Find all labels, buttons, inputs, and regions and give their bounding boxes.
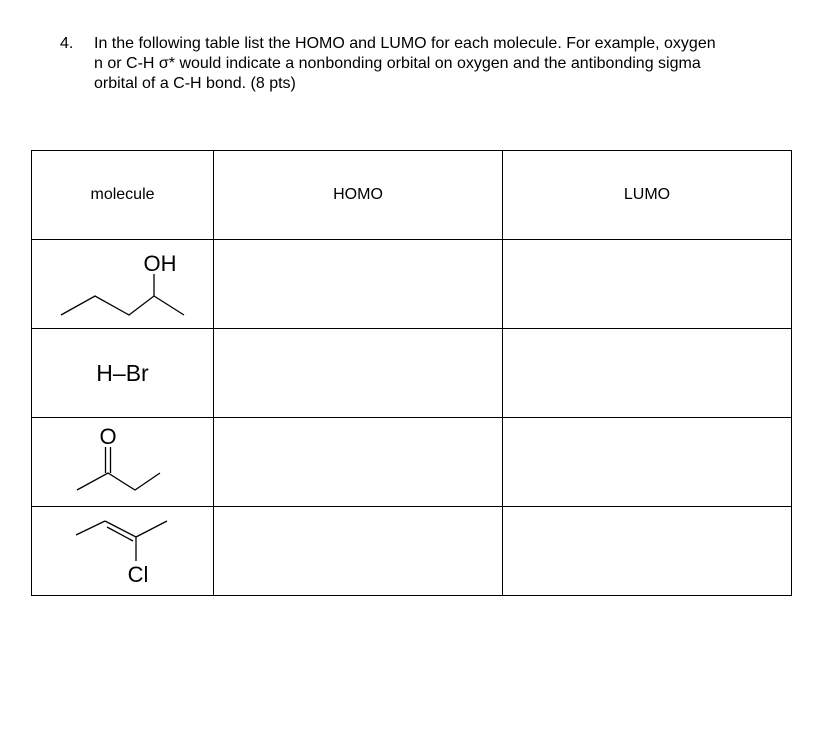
question-line-1: In the following table list the HOMO and LUMO for each molecule. For example, oxygen xyxy=(94,35,716,52)
homo-answer-cell[interactable] xyxy=(214,329,503,418)
lumo-answer-cell[interactable] xyxy=(503,329,792,418)
chlorine-label: Cl xyxy=(127,562,149,587)
header-homo: HOMO xyxy=(214,151,503,240)
question-text xyxy=(94,34,800,94)
orbital-table xyxy=(31,150,792,596)
lumo-answer-cell[interactable] xyxy=(503,507,792,596)
header-molecule: molecule xyxy=(32,151,214,240)
question-line-2: n or C-H σ* would indicate a nonbonding orbital on oxygen and the antibonding sigma xyxy=(94,55,701,72)
table-row xyxy=(32,329,792,418)
hbr-label: H–Br xyxy=(96,359,149,386)
oh-label: OH xyxy=(143,251,177,276)
carbonyl-oxygen-label: O xyxy=(99,424,117,449)
question-line-3: orbital of a C-H bond. (8 pts) xyxy=(94,75,296,92)
homo-answer-cell[interactable] xyxy=(214,418,503,507)
butanol-structure xyxy=(32,240,213,328)
homo-answer-cell[interactable] xyxy=(214,507,503,596)
table-row xyxy=(32,240,792,329)
table-row xyxy=(32,418,792,507)
lumo-answer-cell[interactable] xyxy=(503,418,792,507)
lumo-answer-cell[interactable] xyxy=(503,240,792,329)
header-row xyxy=(32,151,792,240)
question-block xyxy=(60,34,800,94)
molecule-cell-chlorobutene xyxy=(32,507,214,596)
header-lumo: LUMO xyxy=(503,151,792,240)
molecule-cell-butanone xyxy=(32,418,214,507)
molecule-cell-butanol xyxy=(32,240,214,329)
molecule-cell-hbr xyxy=(32,329,214,418)
table-row xyxy=(32,507,792,596)
butanone-structure xyxy=(32,418,213,506)
chlorobutene-structure xyxy=(32,507,213,595)
question-number: 4. xyxy=(60,35,74,52)
homo-answer-cell[interactable] xyxy=(214,240,503,329)
